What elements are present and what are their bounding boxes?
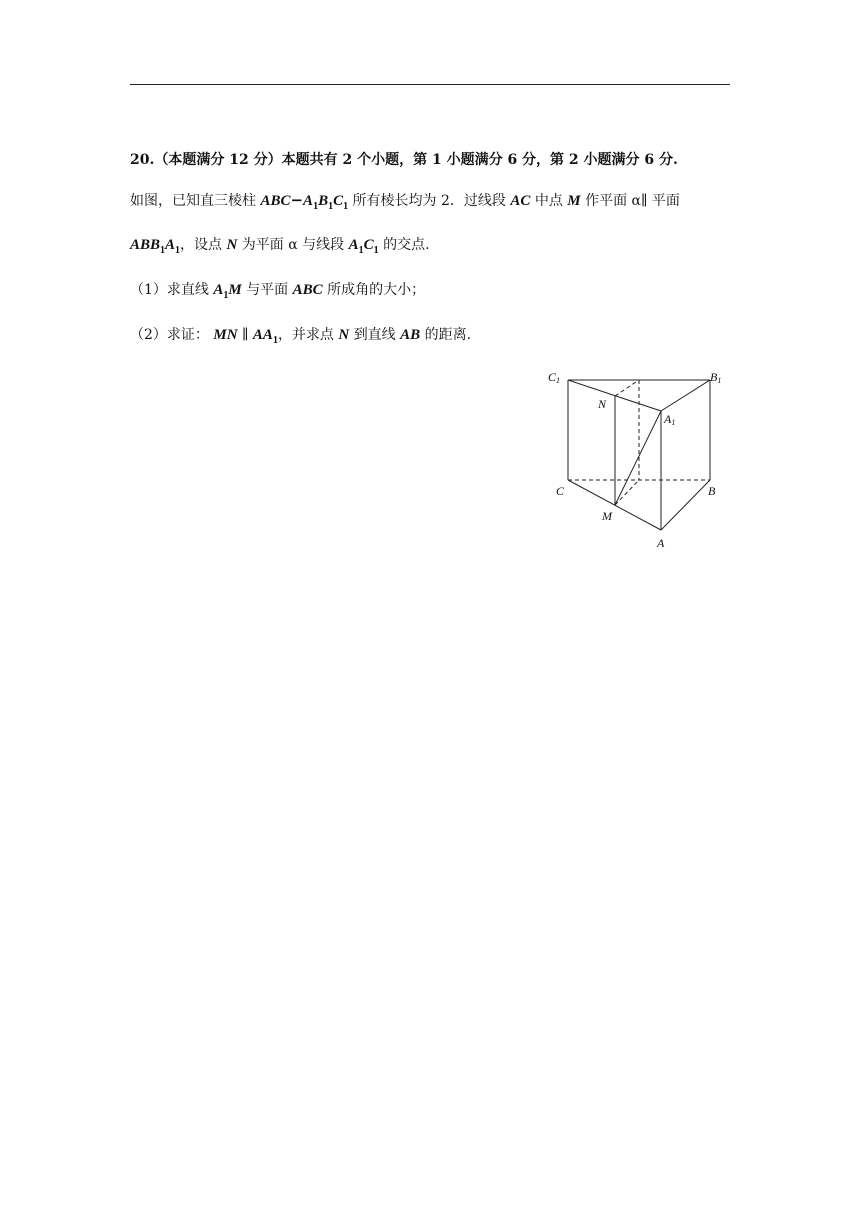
edge-B-A <box>661 480 710 530</box>
prism-expression: $ABC-A_1B_1C_1$ <box>260 191 349 212</box>
label-B: B <box>708 484 716 498</box>
line-A1M: $A_1M$ <box>213 282 242 301</box>
label-C1: C1 <box>548 370 561 385</box>
problem-stem-line-2: $ABB_1A_1$，设点 N 为平面 α 与线段 $A_1C_1$ 的交点. <box>130 237 430 256</box>
line-MN: MN <box>213 327 238 343</box>
label-B1: B1 <box>710 370 722 385</box>
label-N: N <box>598 397 607 411</box>
label-A1: A1 <box>664 412 676 427</box>
question-1: （1）求直线 $A_1M$ 与平面 ABC 所成角的大小； <box>130 282 426 301</box>
line-AA1: $AA_1$ <box>252 327 278 346</box>
prism-diagram <box>540 365 730 555</box>
segment-A1C1: $A_1C_1$ <box>348 237 379 256</box>
edge-A1-M <box>615 411 661 505</box>
alpha-symbol: α <box>631 193 641 209</box>
plane-ABC: ABC <box>292 282 323 298</box>
segment-AC: AC <box>510 193 531 209</box>
problem-heading: 20.（本题满分 12 分）本题共有 2 个小题，第 1 小题满分 6 分，第 2 小题满分 6 分. <box>130 152 678 168</box>
label-C: C <box>556 484 565 498</box>
prism-figure <box>540 365 730 555</box>
point-M: M <box>567 193 581 209</box>
parallel-symbol: ∥ <box>641 193 648 209</box>
plane-ABB1A1: $ABB_1A_1$ <box>130 237 181 256</box>
label-M: M <box>602 509 612 523</box>
header-rule <box>130 84 730 85</box>
question-2: （2）求证： MN ∥ $AA_1$，并求点 N 到直线 AB 的距离. <box>130 327 472 346</box>
line-AB: AB <box>400 327 421 343</box>
edge-B1-A1 <box>661 380 710 411</box>
label-A: A <box>657 536 665 550</box>
point-N: N <box>226 237 238 253</box>
problem-stem-line-1: 如图，已知直三棱柱 $ABC-A_1B_1C_1$ 所有棱长均为 2．过线段 AC 中点 M 作平面 α∥ 平面 <box>130 191 680 212</box>
edge-M-mid-hidden <box>615 480 639 505</box>
edge-N-mid-hidden <box>615 380 639 396</box>
